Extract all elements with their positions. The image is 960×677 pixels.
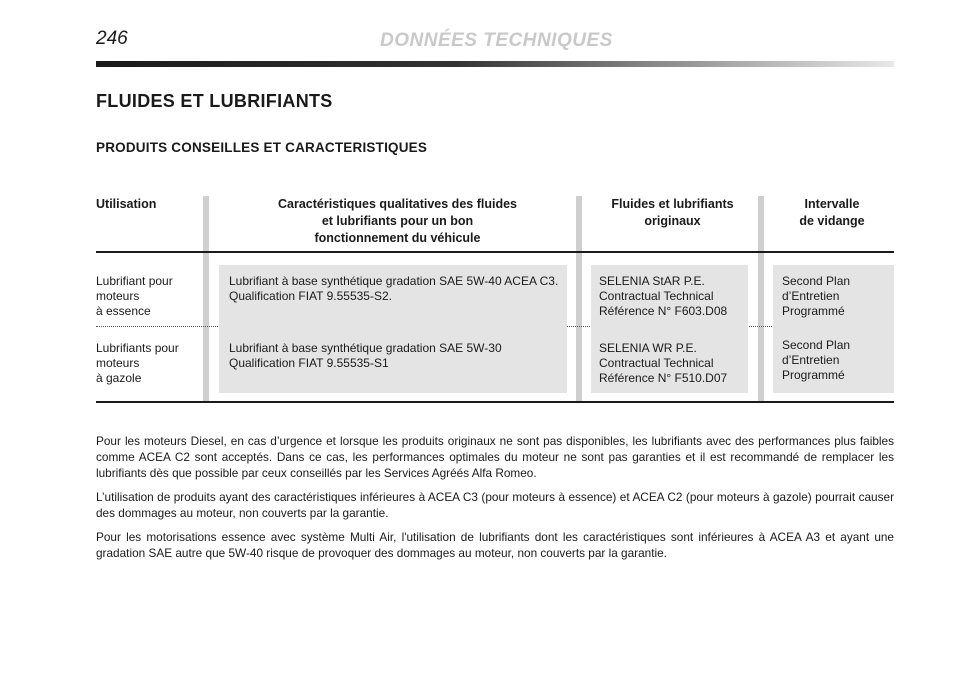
table-header-rule [96,251,894,253]
table-bottom-rule [96,401,894,403]
column-divider [758,196,764,402]
header-characteristics-line: fonctionnement du véhicule [314,231,481,245]
text-line: moteurs [96,289,140,303]
header-interval [770,196,894,230]
text-line: à essence [96,304,151,318]
page-number: 246 [96,28,128,49]
text-line: SELENIA StAR P.E. [599,274,705,288]
header-characteristics-line: Caractéristiques qualitatives des fluides [278,197,517,211]
body-paragraph: Pour les moteurs Diesel, en cas d’urgence et lorsque les produits originaux ne sont pas disponibles, les lubrifiants avec des performances plus faibles comme ACEA C2 sont acceptés. Dans ce cas, les performances optimales du moteur ne sont pas garanties et il est recommandé de remplacer les lubrifiants dès que possible par ceux conseillés par les Services Agréés Alfa Romeo. [96,434,894,480]
header-original-line: originaux [644,214,701,228]
text-line: Lubrifiants pour [96,341,179,355]
text-line: Qualification FIAT 9.55535-S1 [229,356,389,370]
text-line: Référence N° F603.D08 [599,304,728,318]
header-interval-line: de vidange [799,214,865,228]
text-line: d’Entretien [782,289,840,303]
row-usage [96,274,173,319]
text-line: Second Plan [782,338,851,352]
body-paragraph: Pour les motorisations essence avec système Multi Air, l'utilisation de lubrifiants dont les caractéristiques sont inférieures à ACEA A3 et ayant une gradation SAE autre que 5W-40 risque de provoquer des dommages au moteur, non couverts par la garantie. [96,530,894,560]
header-characteristics-line: et lubrifiants pour un bon [321,214,474,228]
text-line: Second Plan [782,274,851,288]
text-line: Programmé [782,368,845,382]
text-line: Lubrifiant à base synthétique gradation SAE 5W-40 ACEA C3. [229,274,559,288]
text-line: Lubrifiant pour [96,274,173,288]
header-interval-line: Intervalle [804,197,860,211]
text-line: moteurs [96,356,140,370]
text-line: Référence N° F510.D07 [599,371,728,385]
header-characteristics [220,196,575,247]
header-usage: Utilisation [96,197,157,211]
row-interval [782,274,850,319]
row-original [599,274,727,319]
section-title: DONNÉES TECHNIQUES [380,30,613,51]
page-title: FLUIDES ET LUBRIFIANTS [96,91,333,111]
row-characteristics [229,341,502,371]
header-original-line: Fluides et lubrifiants [611,197,734,211]
row-characteristics [229,274,558,304]
row-original [599,341,727,386]
text-line: à gazole [96,371,142,385]
header-rule [96,61,894,67]
body-paragraph: L’utilisation de produits ayant des caractéristiques inférieures à ACEA C3 (pour moteurs à essence) et ACEA C2 (pour moteurs à gazole) pourrait causer des dommages au moteur, non couverts par la garantie. [96,490,894,520]
text-line: Qualification FIAT 9.55535-S2. [229,289,392,303]
text-line: Lubrifiant à base synthétique gradation SAE 5W-30 [229,341,502,355]
text-line: Contractual Technical [599,289,714,303]
column-divider [576,196,582,402]
row-usage [96,341,179,386]
page-subtitle: PRODUITS CONSEILLES ET CARACTERISTIQUES [96,140,428,155]
text-line: Contractual Technical [599,356,714,370]
text-line: d’Entretien [782,353,840,367]
row-interval [782,338,850,383]
header-original-fluids [590,196,755,230]
column-divider [203,196,209,402]
text-line: Programmé [782,304,845,318]
text-line: SELENIA WR P.E. [599,341,697,355]
